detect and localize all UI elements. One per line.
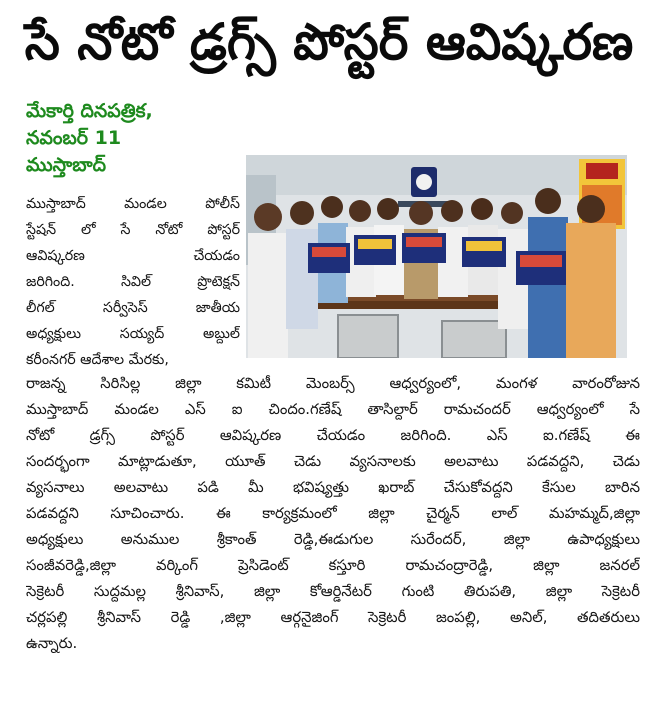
body-line: నోటో డ్రగ్స్ పోస్టర్ ఆవిష్కరణ చేయడం జరిగింది. ఎస్ ఐ.గణేష్ ఈ	[26, 427, 640, 444]
body-line: వ్యసనాలు అలవాటు పడి మీ భవిష్యత్తు ఖరాబ్ చేసుకోవద్దని కేసుల బారిన	[26, 479, 640, 496]
body-line: సందర్భంగా మాట్లాడుతూ, యూత్ చెడు వ్యసనాలకు అలవాటు పడవద్దని, చెడు	[26, 453, 640, 470]
body-line: సంజీవరెడ్డి,జిల్లా వర్కింగ్ ప్రెసిడెంట్ కస్తూరి రామచంద్రారెడ్డి, జిల్లా జనరల్	[26, 557, 640, 574]
body-line: కరీంనగర్ ఆదేశాల మేరకు,	[26, 352, 169, 368]
body-line: ముస్తాబాద్ మండల ఎస్ ఐ చిందం.గణేష్ తాసిల్దార్ రామచందర్ ఆధ్వర్యంలో సే	[26, 401, 640, 418]
newspaper-name: మేకార్తి దినపత్రిక,	[26, 100, 153, 122]
body-line: ఆవిష్కరణ చేయడం	[26, 248, 240, 264]
body-line: లీగల్ సర్వీసెస్ జాతీయ	[26, 300, 240, 316]
body-line: ఉన్నారు.	[26, 635, 78, 652]
poster-launch-photo	[246, 155, 627, 358]
headline: సే నోటో డ్రగ్స్ పోస్టర్ ఆవిష్కరణ	[24, 13, 634, 71]
dateline	[26, 98, 236, 179]
body-line: రాజన్న సిరిసిల్ల జిల్లా కమిటీ మెంబర్స్ ఆధ్వర్యంలో, మంగళ వారంరోజున	[26, 375, 640, 392]
body-line: చర్లపల్లి శ్రీనివాస్ రెడ్డి ,జిల్లా ఆర్గనైజింగ్ సెక్రెటరీ జంపల్లి, అనిల్, తదితరులు	[26, 609, 640, 626]
article-body-intro	[26, 191, 240, 373]
body-line: అధ్యక్షులు అనుముల శ్రీకాంత్ రెడ్డి,ఈడుగుల సురేందర్, జిల్లా ఉపాధ్యక్షులు	[26, 531, 640, 548]
body-line: అధ్యక్షులు సయ్యద్ అబ్దుల్	[26, 326, 240, 342]
article-body	[26, 371, 640, 657]
body-line: పడవద్దని సూచించారు. ఈ కార్యక్రమంలో జిల్లా చైర్మన్ లాల్ మహమ్మద్,జిల్లా	[26, 505, 640, 522]
body-line: ముస్తాబాద్ మండల పోలీస్	[26, 196, 240, 212]
news-photo	[246, 155, 627, 358]
body-line: స్టేషన్ లో సే నోటో పోస్టర్	[26, 222, 240, 238]
date: నవంబర్ 11	[26, 127, 122, 149]
place: ముస్తాబాద్	[26, 154, 107, 176]
body-line: సెక్రెటరీ సుద్దమల్ల శ్రీనివాస్, జిల్లా కోఆర్డినేటర్ గుంటి తిరుపతి, జిల్లా సెక్రెటరీ	[26, 583, 640, 600]
body-line: జరిగింది. సివిల్ ప్రొటెక్షన్	[26, 274, 240, 290]
